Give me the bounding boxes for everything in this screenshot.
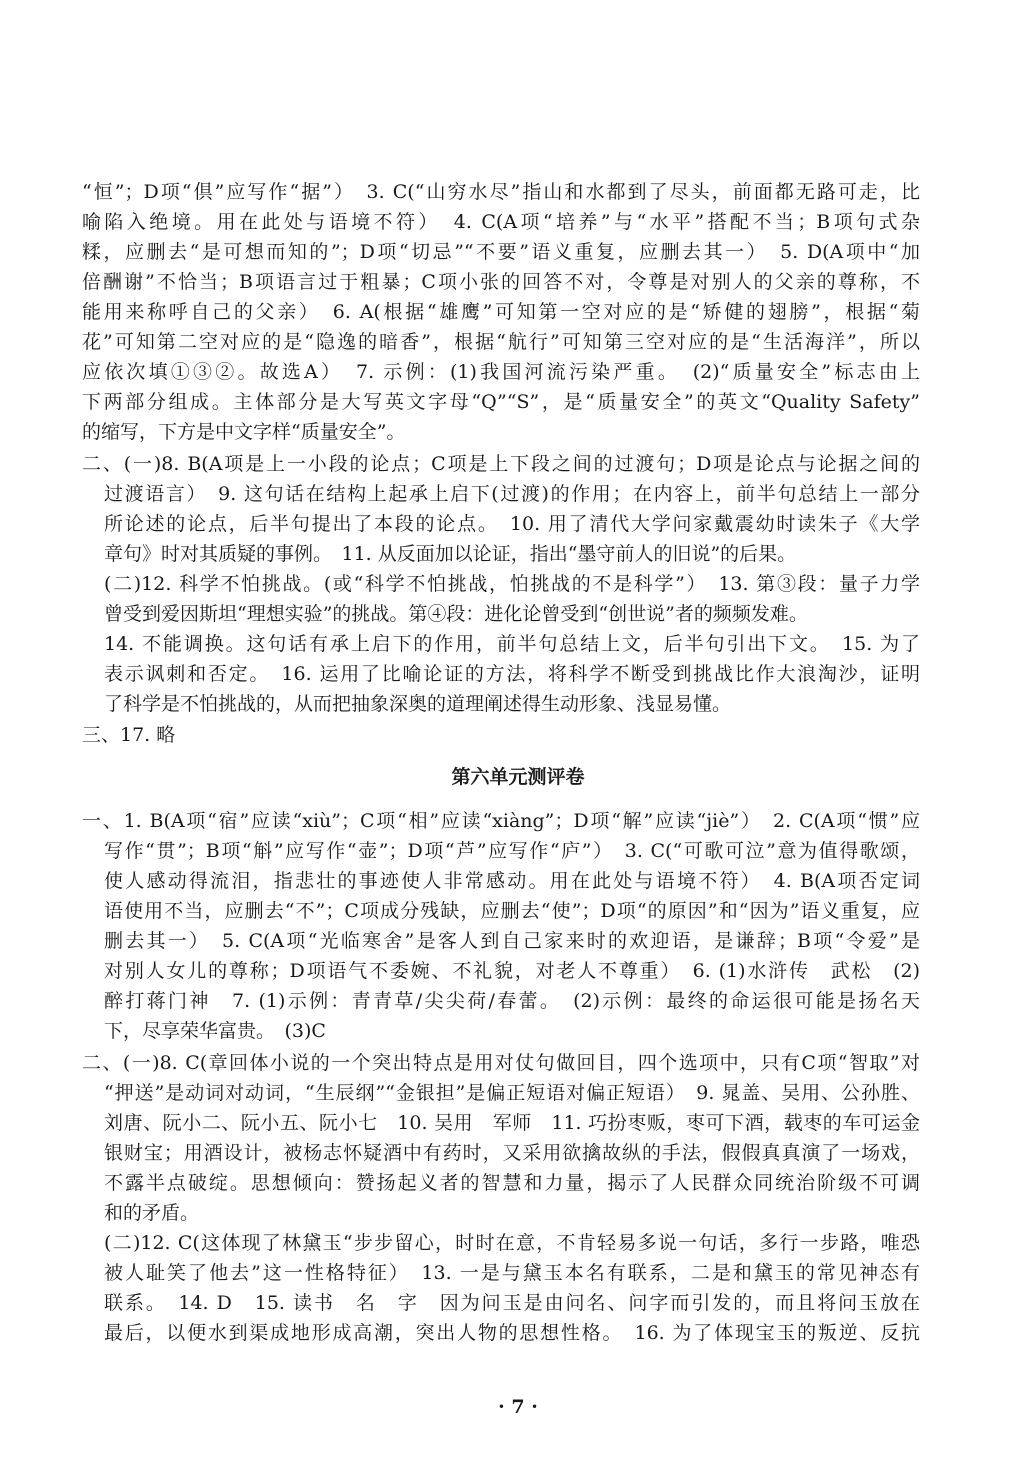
text-line: “恒”；D项“倶”应写作“据”） 3. C(“山穷水尽”指山和水都到了尽头，前面都无路可走，比 [82,181,920,203]
text-line: 刘唐、阮小二、阮小五、阮小七 10. 吴用 军师 11. 巧扮枣贩，枣可下酒，载枣的车可运金 [104,1112,920,1134]
text-line: (二)12. 科学不怕挑战。(或“科学不怕挑战，怕挑战的不是科学”） 13. 第③段：量子力学 [104,573,920,595]
text-line: 下两部分组成。主体部分是大写英文字母“Q”“S”，是“质量安全”的英文“Quality Safety” [82,391,920,413]
text-line: 应依次填①③②。故选A） 7. 示例：(1)我国河流污染严重。 (2)“质量安全”标志由上 [82,361,920,383]
text-line: 倍酬谢”不恰当；B项语言过于粗暴；C项小张的回答不对，令尊是对别人的父亲的尊称，不 [82,271,920,293]
text-line: 语使用不当，应删去“不”；C项成分残缺，应删去“使”；D项“的原因”和“因为”语义重复，应 [104,900,920,922]
text-line: 最后，以便水到渠成地形成高潮，突出人物的思想性格。 16. 为了体现宝玉的叛逆、反抗 [104,1322,920,1344]
text-line: 被人耻笑了他去”这一性格特征） 13. 一是与黛玉本名有联系，二是和黛玉的常见神态有 [104,1262,920,1284]
text-line: “押送”是动词对动词，“生辰纲”“金银担”是偏正短语对偏正短语） 9. 晁盖、吴用、公孙胜、 [104,1082,920,1104]
text-line: 了科学是不怕挑战的，从而把抽象深奥的道理阐述得生动形象、浅显易懂。 [104,693,732,715]
text-line: 写作“贯”；B项“斛”应写作“壶”；D项“芦”应写作“庐”） 3. C(“可歌可泣”意为值得歌颂， [104,840,920,862]
text-line: 一、1. B(A项“宿”应读“xiù”；C项“相”应读“xiàng”；D项“解”应读“jiè”） 2. C(A项“惯”应 [82,810,920,832]
text-line: 14. 不能调换。这句话有承上启下的作用，前半句总结上文，后半句引出下文。 15. 为了 [104,633,920,655]
text-line: 联系。 14. D 15. 读书 名 字 因为问玉是由问名、问字而引发的，而且将问玉放在 [104,1292,920,1314]
text-line: 对别人女儿的尊称；D项语气不委婉、不礼貌，对老人不尊重） 6. (1)水浒传 武松 (2) [104,960,920,982]
text-line: 章句》时对其质疑的事例。 11. 从反面加以论证，指出“墨守前人的旧说”的后果。 [104,543,797,565]
page-number: · 7 · [498,1396,538,1418]
text-line: 三、17. 略 [82,724,176,746]
text-line: 二、(一)8. C(章回体小说的一个突出特点是用对仗句做回目，四个选项中，只有C项“智取”对 [82,1052,920,1074]
text-line: 不露半点破绽。思想倾向：赞扬起义者的智慧和力量，揭示了人民群众同统治阶级不可调 [104,1172,920,1194]
text-line: 表示讽刺和否定。 16. 运用了比喻论证的方法，将科学不断受到挑战比作大浪淘沙，证明 [104,663,920,685]
text-line: 银财宝；用酒设计，被杨志怀疑酒中有药时，又采用欲擒故纵的手法，假假真真演了一场戏， [104,1142,920,1164]
section-title: 第六单元测评卷 [451,766,585,788]
text-line: 过渡语言） 9. 这句话在结构上起承上启下(过渡)的作用；在内容上，前半句总结上一部分 [104,483,920,505]
text-line: 醉打蒋门神 7. (1)示例：青青草/尖尖荷/春蕾。 (2)示例：最终的命运很可能是扬名天 [104,990,920,1012]
text-line: 糅，应删去“是可想而知的”；D项“切忌”“不要”语义重复，应删去其一） 5. D(A项中“加 [82,241,920,263]
text-line: 的缩写，下方是中文字样“质量安全”。 [82,421,406,443]
text-line: 曾受到爱因斯坦“理想实验”的挑战。第④段：进化论曾受到“创世说”者的频频发难。 [104,603,808,625]
text-line: 所论述的论点，后半句提出了本段的论点。 10. 用了清代大学问家戴震幼时读朱子《大学 [104,513,920,535]
text-line: 能用来称呼自己的父亲） 6. A(根据“雄鹰”可知第一空对应的是“矫健的翅膀”，根据“菊 [82,301,920,323]
text-line: 删去其一） 5. C(A项“光临寒舍”是客人到自己家来时的欢迎语，是谦辞；B项“令爱”是 [104,930,920,952]
text-line: 和的矛盾。 [104,1202,200,1224]
text-line: 花”可知第二空对应的是“隐逸的暗香”，根据“航行”可知第三空对应的是“生活海洋”，所以 [82,331,920,353]
text-line: 二、(一)8. B(A项是上一小段的论点；C项是上下段之间的过渡句；D项是论点与论据之间的 [82,453,920,475]
text-line: 使人感动得流泪，指悲壮的事迹使人非常感动。用在此处与语境不符） 4. B(A项否定词 [104,870,920,892]
text-line: 喻陷入绝境。用在此处与语境不符） 4. C(A项“培养”与“水平”搭配不当；B项句式杂 [82,211,920,233]
text-line: 下，尽享荣华富贵。 (3)C [104,1020,326,1042]
text-line: (二)12. C(这体现了林黛玉“步步留心，时时在意，不肯轻易多说一句话，多行一步路，唯恐 [104,1232,920,1254]
